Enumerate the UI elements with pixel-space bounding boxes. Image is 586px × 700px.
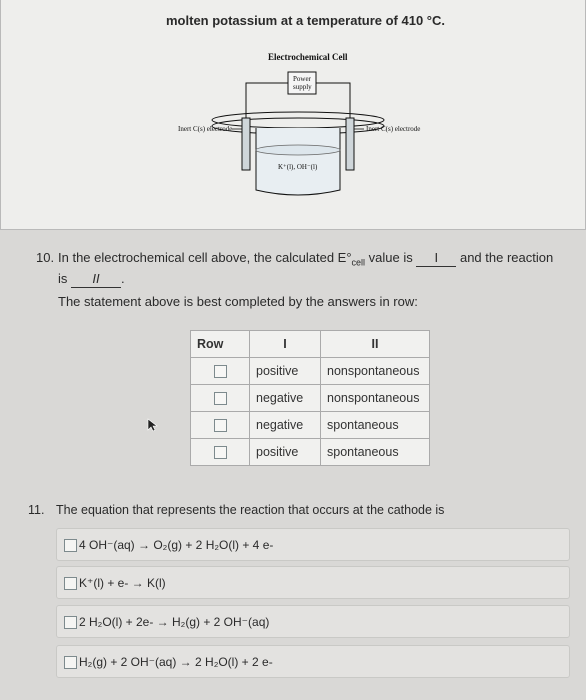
- question-10-text: [58, 250, 558, 288]
- cell-title: Electrochemical Cell: [268, 52, 348, 62]
- answer-table-header: [191, 331, 430, 358]
- row-col-ii: nonspontaneous: [321, 385, 430, 412]
- answer-option[interactable]: [56, 645, 570, 678]
- option-text: 4 OH⁻(aq) → O₂(g) + 2 H₂O(l) + 4 e-: [79, 538, 274, 552]
- header-row: Row: [191, 331, 250, 358]
- row-col-i: negative: [250, 412, 321, 439]
- row-checkbox[interactable]: [214, 419, 227, 432]
- row-select[interactable]: [191, 412, 250, 439]
- electrochemical-cell-diagram: [170, 40, 440, 200]
- option-text: H₂(g) + 2 OH⁻(aq) → 2 H₂O(l) + 2 e-: [79, 655, 273, 669]
- mouse-cursor-icon: [146, 418, 158, 432]
- q10-text-part3: and the reaction is: [58, 250, 554, 286]
- q10-blank-i: I: [416, 250, 456, 267]
- answer-row[interactable]: [191, 358, 430, 385]
- electrolyte-label: K⁺(l), OH⁻(l): [278, 163, 318, 171]
- left-electrode-label: Inert C(s) electrode: [178, 125, 233, 133]
- q10-subscript: cell: [351, 257, 366, 268]
- q10-text-part1: In the electrochemical cell above, the calculated E°: [58, 250, 352, 265]
- row-select[interactable]: [191, 385, 250, 412]
- question-10-instruction: The statement above is best completed by the answers in row:: [58, 294, 418, 309]
- intro-text: molten potassium at a temperature of 410 °C.: [166, 13, 445, 28]
- answer-table: [190, 330, 430, 466]
- answer-option[interactable]: [56, 528, 570, 561]
- question-11: [28, 503, 445, 517]
- header-i: I: [250, 331, 321, 358]
- option-checkbox[interactable]: [64, 616, 77, 629]
- row-checkbox[interactable]: [214, 446, 227, 459]
- q10-text-part4: .: [121, 270, 125, 286]
- option-text: K⁺(l) + e- → K(l): [79, 576, 166, 590]
- row-col-ii: nonspontaneous: [321, 358, 430, 385]
- power-supply-label-1: Power: [293, 75, 311, 83]
- row-col-ii: spontaneous: [321, 412, 430, 439]
- row-col-i: positive: [250, 358, 321, 385]
- q10-text-part2: value is: [365, 250, 417, 265]
- q10-blank-ii: II: [71, 271, 121, 288]
- row-checkbox[interactable]: [214, 392, 227, 405]
- header-ii: II: [321, 331, 430, 358]
- question-11-number: 11.: [28, 503, 45, 517]
- option-checkbox[interactable]: [64, 656, 77, 669]
- row-col-i: negative: [250, 385, 321, 412]
- row-col-ii: spontaneous: [321, 439, 430, 466]
- answer-row[interactable]: [191, 412, 430, 439]
- answer-row[interactable]: [191, 385, 430, 412]
- option-checkbox[interactable]: [64, 539, 77, 552]
- question-11-text: The equation that represents the reaction that occurs at the cathode is: [56, 503, 445, 517]
- answer-option[interactable]: [56, 566, 570, 599]
- right-electrode-label: Inert C(s) electrode: [366, 125, 421, 133]
- row-col-i: positive: [250, 439, 321, 466]
- power-supply-label-2: supply: [293, 83, 312, 91]
- answer-option[interactable]: [56, 605, 570, 638]
- answer-row[interactable]: [191, 439, 430, 466]
- option-text: 2 H₂O(l) + 2e- → H₂(g) + 2 OH⁻(aq): [79, 615, 270, 629]
- row-select[interactable]: [191, 358, 250, 385]
- row-select[interactable]: [191, 439, 250, 466]
- row-checkbox[interactable]: [214, 365, 227, 378]
- option-checkbox[interactable]: [64, 577, 77, 590]
- question-10-number: 10.: [36, 250, 55, 265]
